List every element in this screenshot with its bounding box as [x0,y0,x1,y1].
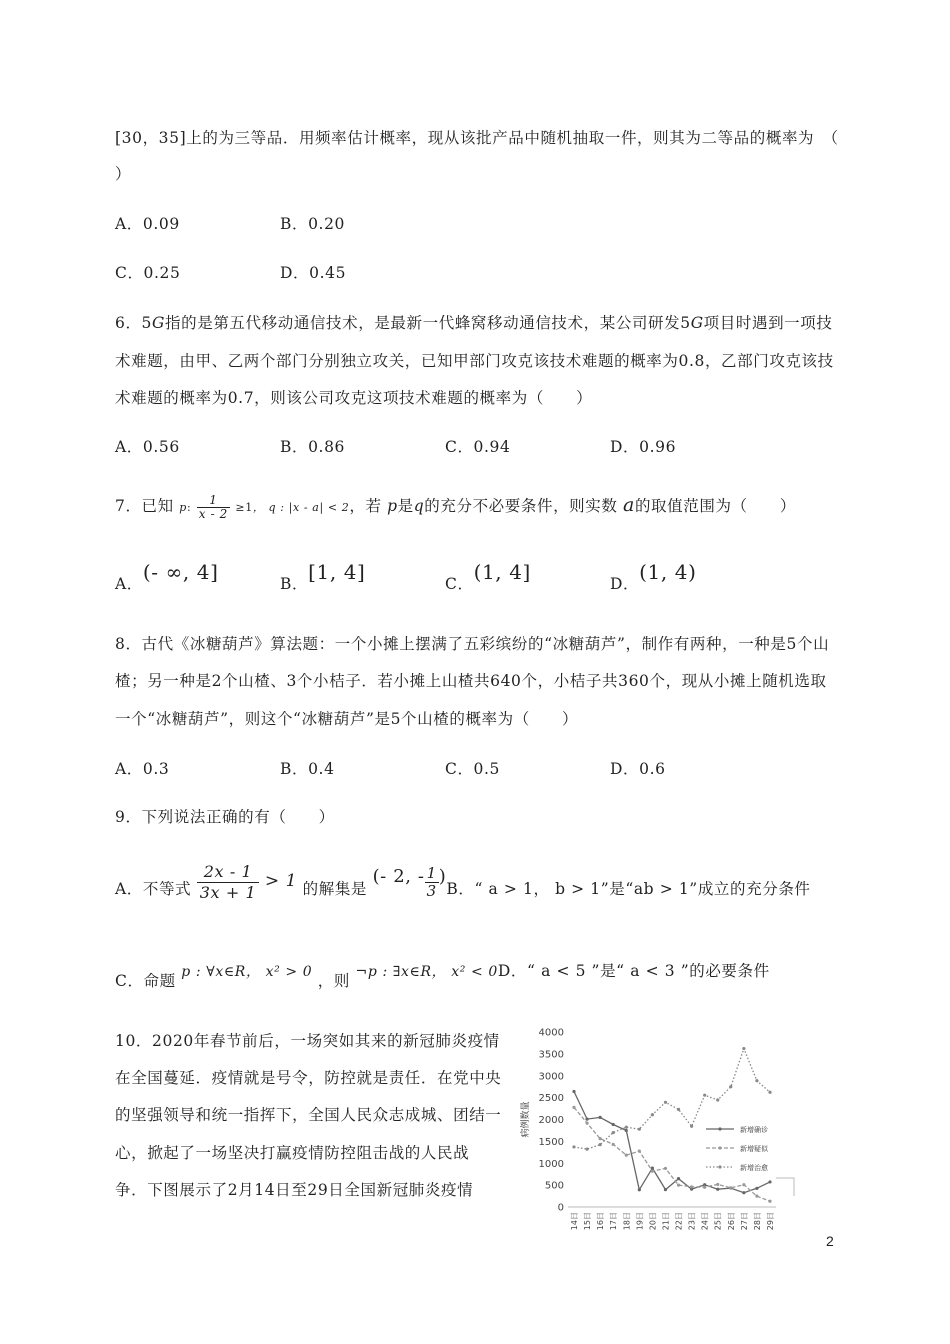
data-point [716,1098,719,1101]
data-point [572,1106,575,1109]
data-point [638,1150,641,1153]
page-number: 2 [826,1233,834,1249]
y-tick-label: 1500 [538,1136,564,1148]
y-tick-label: 1000 [538,1158,564,1170]
x-tick-label: 24日 [700,1212,710,1231]
legend-label: 新增治愈 [740,1164,768,1172]
q8-line2: 楂；另一种是2个山楂、3个小桔子．若小摊上山楂共640个，小桔子共360个，现从小摊上随机选取 [115,672,827,690]
data-point [585,1148,588,1151]
q8-option-d: D．0.6 [610,760,666,778]
data-point [572,1145,575,1148]
data-point [690,1185,693,1188]
data-point [742,1183,745,1186]
legend-label: 新增疑似 [740,1145,768,1153]
data-point [768,1091,771,1094]
data-point [599,1137,602,1140]
q6-line3: 术难题的概率为0.7，则该公司攻克这项技术难题的概率为（ ） [115,389,593,407]
data-point [612,1123,615,1126]
x-tick-label: 25日 [713,1212,723,1231]
data-point [768,1200,771,1203]
y-tick-label: 2500 [538,1093,564,1105]
q9-option-a-b: A．不等式 $\frac{2x - 1}{3x + 1}$ > 1 的解集是 (- 2, - $\frac{1}{3}$ )B．“ a > 1， b > 1”是“ab > 1”成立的充分条件 [115,861,811,902]
q5-option-c: C．0.25 [115,264,181,282]
q7-option-c: C．(1, 4] [445,560,531,593]
x-tick-label: 28日 [752,1212,762,1231]
data-point [664,1188,667,1191]
data-point [677,1108,680,1111]
x-tick-label: 27日 [739,1212,749,1231]
x-tick-label: 20日 [648,1212,658,1231]
data-point [742,1191,745,1194]
data-point [729,1186,732,1189]
y-tick-label: 500 [544,1180,564,1192]
data-point [599,1116,602,1119]
series-line-3 [574,1049,770,1150]
q9-a-set-fraction: $\frac{1}{3}$ [426,863,437,900]
q8-option-a: A．0.3 [115,760,170,778]
q10-line4: 心，掀起了一场坚决打赢疫情防控阻击战的人民战 [115,1144,470,1162]
data-point [599,1143,602,1146]
q10-line3: 的坚强领导和统一指挥下，全国人民众志成城、团结一 [115,1106,502,1124]
q5-option-a: A．0.09 [115,215,180,233]
y-axis-label: 病例数量 [521,1101,531,1138]
data-point [638,1128,641,1131]
series-line-2 [574,1107,770,1201]
epidemic-line-chart [518,1020,798,1260]
data-point [768,1180,771,1183]
q5-line1: [30，35]上的为三等品．用频率估计概率，现从该批产品中随机抽取一件，则其为二等品的概率为 （ [115,129,839,147]
x-tick-label: 26日 [726,1212,736,1231]
data-point [716,1188,719,1191]
q7-option-b: B．[1, 4] [280,560,366,593]
data-point [638,1188,641,1191]
y-tick-label: 3000 [538,1071,564,1083]
q7-line: 7．已知 p: $\frac{1}{x - 2}$ ≥1， q : |x - a| < 2，若 p是q的充分不必要条件，则实数 a的取值范围为（ ） [115,492,796,521]
q8-line3: 一个“冰糖葫芦”，则这个“冰糖葫芦”是5个山楂的概率为（ ） [115,710,579,728]
x-tick-label: 17日 [609,1212,619,1231]
x-tick-label: 23日 [687,1212,697,1231]
data-point [651,1170,654,1173]
data-point [664,1101,667,1104]
q6-option-a: A．0.56 [115,438,180,456]
y-tick-label: 2000 [538,1115,564,1126]
x-tick-label: 19日 [635,1212,645,1231]
x-tick-label: 14日 [570,1212,579,1231]
data-point [703,1094,706,1097]
q5-option-d: D．0.45 [280,264,347,282]
q9-a-fraction: $\frac{2x - 1}{3x + 1}$ [197,862,260,903]
x-tick-label: 21日 [661,1212,671,1231]
legend-label: 新增确诊 [740,1126,768,1134]
q6-option-c: C．0.94 [445,438,511,456]
data-point [742,1047,745,1050]
q5-option-b: B．0.20 [280,215,346,233]
x-tick-label: 16日 [596,1212,606,1231]
q9-line1: 9．下列说法正确的有（ ） [115,808,335,826]
x-tick-label: 18日 [622,1212,632,1231]
data-point [703,1186,706,1189]
legend-marker [718,1165,721,1168]
q6-option-d: D．0.96 [610,438,677,456]
y-tick-label: 3500 [538,1049,564,1061]
data-point [664,1167,667,1170]
data-point [585,1121,588,1124]
data-point [612,1143,615,1146]
data-point [755,1079,758,1082]
data-point [585,1118,588,1121]
data-point [625,1129,628,1132]
data-point [677,1177,680,1180]
q6-line1: 6．5G指的是第五代移动通信技术，是最新一代蜂窝移动通信技术，某公司研发5G项目时遇到一项技 [115,314,833,332]
data-point [716,1183,719,1186]
q7-option-d: D．(1, 4) [610,560,697,593]
q9-option-c-d: C．命题 p : ∀x∈R， x² > 0 ，则 ¬p : ∃x∈R， x² < 0D．“ a < 5 ”是“ a < 3 ”的必要条件 [115,962,770,990]
data-point [755,1187,758,1190]
data-point [690,1125,693,1128]
y-tick-label: 0 [557,1202,564,1214]
data-point [625,1154,628,1157]
q5-line2: ） [115,165,132,183]
data-point [651,1113,654,1116]
legend-marker [718,1146,721,1149]
q10-line5: 争．下图展示了2月14日至29日全国新冠肺炎疫情 [115,1181,474,1199]
legend-marker [718,1127,721,1130]
q7-fraction: $\frac{1}{x - 2}$ [198,492,228,521]
q6-option-b: B．0.86 [280,438,346,456]
q6-line2: 术难题，由甲、乙两个部门分别独立攻关，已知甲部门攻克该技术难题的概率为0.8，乙部门攻克该技 [115,352,834,370]
data-point [612,1131,615,1134]
x-tick-label: 22日 [674,1212,684,1231]
q10-line2: 在全国蔓延．疫情就是号令，防控就是责任．在党中央 [115,1069,502,1087]
x-tick-label: 15日 [583,1212,593,1231]
q7-option-a: A．(- ∞, 4] [115,560,219,593]
chart-corner-mark [776,1178,794,1196]
q10-line1: 10．2020年春节前后，一场突如其来的新冠肺炎疫情 [115,1032,500,1050]
data-point [625,1126,628,1129]
data-point [677,1184,680,1187]
q8-line1: 8．古代《冰糖葫芦》算法题：一个小摊上摆满了五彩缤纷的“冰糖葫芦”，制作有两种，一种是5个山 [115,635,830,653]
y-tick-label: 4000 [538,1027,564,1039]
data-point [755,1195,758,1198]
q8-option-b: B．0.4 [280,760,335,778]
data-point [729,1085,732,1088]
q8-option-c: C．0.5 [445,760,501,778]
data-point [651,1167,654,1170]
data-point [572,1090,575,1093]
x-tick-label: 29日 [766,1212,775,1231]
